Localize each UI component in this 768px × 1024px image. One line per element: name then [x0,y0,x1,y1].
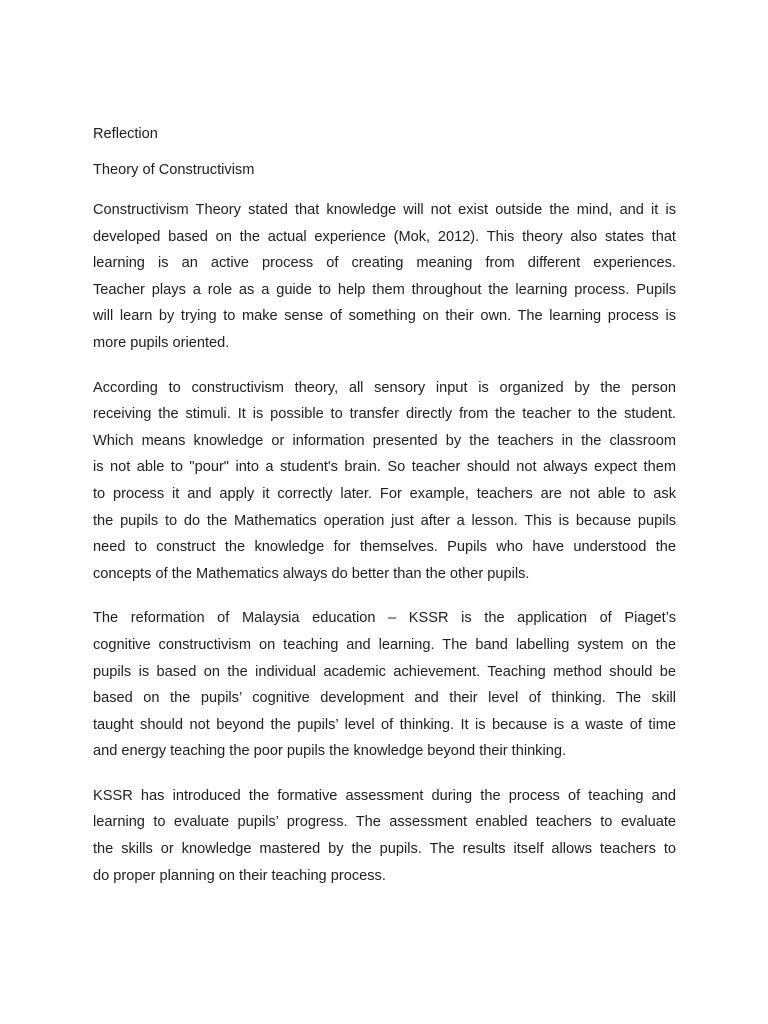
paragraph-line: do proper planning on their teaching process. [93,867,386,884]
paragraph-formative-assessment [93,783,676,889]
document-body [93,124,676,907]
paragraph-line: The reformation of Malaysia education – KSSR is the application of Piaget’s [93,610,676,627]
paragraph-line: based on the pupils’ cognitive development and their level of thinking. The skill [93,690,676,707]
paragraph-line: KSSR has introduced the formative assessment during the process of teaching and [93,787,676,804]
paragraph-line: learning to evaluate pupils’ progress. The assessment enabled teachers to evaluate [93,814,676,831]
paragraph-sensory-input [93,375,676,588]
paragraph-line: and energy teaching the poor pupils the knowledge beyond their thinking. [93,743,567,760]
paragraph-line: concepts of the Mathematics always do better than the other pupils. [93,565,530,582]
paragraph-line: According to constructivism theory, all sensory input is organized by the person [93,379,676,396]
paragraph-line: learning is an active process of creating meaning from different experiences. [93,255,676,272]
paragraph-constructivism-theory [93,197,676,357]
document-title: Reflection [93,126,158,142]
paragraph-line: Teacher plays a role as a guide to help them throughout the learning process. Pupils [93,281,676,298]
paragraph-line: will learn by trying to make sense of something on their own. The learning process is [93,308,676,325]
paragraph-kssr-reformation [93,605,676,765]
paragraph-line: to process it and apply it correctly later. For example, teachers are not able to ask [93,485,676,502]
paragraph-line: Which means knowledge or information presented by the teachers in the classroom [93,432,676,449]
paragraph-line: developed based on the actual experience (Mok, 2012). This theory also states that [93,228,676,245]
paragraph-line: more pupils oriented. [93,334,230,351]
document-subtitle: Theory of Constructivism [93,162,255,178]
paragraph-line: taught should not beyond the pupils’ level of thinking. It is because is a waste of time [93,716,676,733]
paragraph-line: cognitive constructivism on teaching and learning. The band labelling system on the [93,636,676,653]
paragraph-line: pupils is based on the individual academic achievement. Teaching method should be [93,663,676,680]
paragraph-line: need to construct the knowledge for themselves. Pupils who have understood the [93,539,676,556]
paragraph-line: receiving the stimuli. It is possible to transfer directly from the teacher to the student. [93,406,676,423]
paragraph-line: the pupils to do the Mathematics operation just after a lesson. This is because pupils [93,512,676,529]
paragraph-line: is not able to "pour" into a student's brain. So teacher should not always expect them [93,459,676,476]
paragraph-line: the skills or knowledge mastered by the pupils. The results itself allows teachers to [93,841,676,858]
paragraph-line: Constructivism Theory stated that knowledge will not exist outside the mind, and it is [93,202,676,218]
